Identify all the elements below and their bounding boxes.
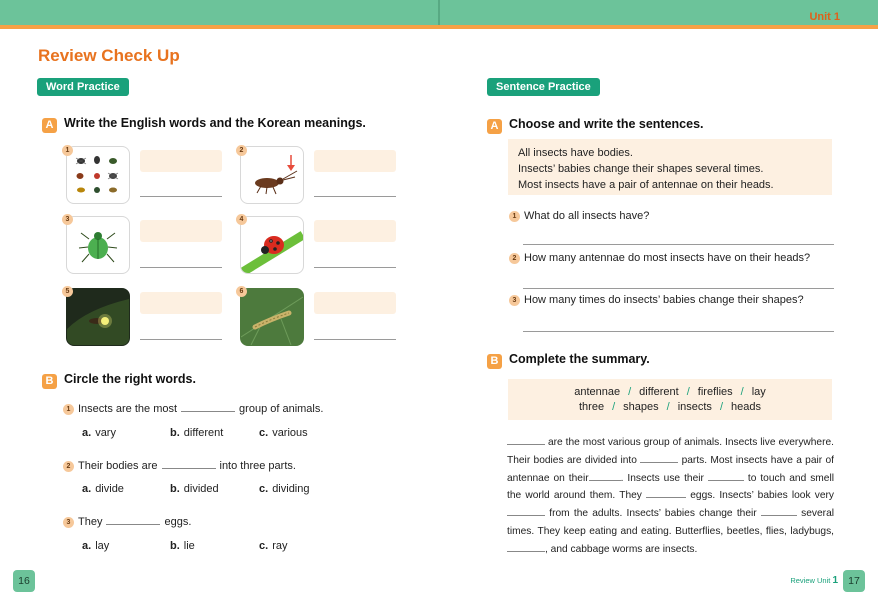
question-text: How many times do insects’ babies change their shapes?	[524, 294, 804, 306]
sentence-choice: All insects have bodies.	[518, 147, 633, 159]
answer-line[interactable]	[314, 339, 396, 340]
unit-label: Unit 1	[809, 11, 840, 23]
question-number: 3	[63, 517, 74, 528]
insects-collage-image	[66, 146, 130, 204]
option-text: different	[183, 427, 224, 439]
answer-line[interactable]	[523, 288, 834, 289]
question-number: 1	[63, 404, 74, 415]
section-title: Circle the right words.	[64, 372, 196, 386]
answer-box[interactable]	[140, 150, 222, 172]
header-rule	[0, 25, 878, 29]
option-letter: a.	[82, 427, 92, 439]
word-practice-pill: Word Practice	[37, 78, 129, 96]
sentence-choice: Insects’ babies change their shapes several times.	[518, 163, 764, 175]
summary-blank[interactable]	[507, 542, 545, 552]
sentence-question	[509, 252, 810, 264]
picture-number: 2	[236, 145, 247, 156]
green-beetle-image	[66, 216, 130, 274]
summary-text: several	[801, 508, 834, 520]
footer-review-text: Review Unit	[790, 576, 831, 585]
sentence-choice: Most insects have a pair of antennae on their heads.	[518, 179, 774, 191]
option-letter: b.	[170, 540, 180, 552]
answer-line[interactable]	[314, 196, 396, 197]
option-text: lay	[95, 540, 110, 552]
question-number: 2	[509, 253, 520, 264]
option-letter: b.	[170, 483, 180, 495]
word-bank-row: three / shapes / insects / heads	[579, 401, 761, 413]
summary-text: , and cabbage worms are insects.	[545, 543, 698, 555]
word-bank-item: shapes	[623, 401, 659, 413]
summary-text: to touch and smell	[747, 472, 834, 484]
section-letter: B	[42, 374, 57, 389]
question-text: eggs.	[164, 516, 192, 528]
circle-question	[63, 459, 296, 472]
option[interactable]	[82, 427, 116, 439]
picture-number: 1	[62, 145, 73, 156]
picture-number: 3	[62, 214, 73, 225]
page-title: Review Check Up	[38, 46, 180, 65]
option-text: vary	[95, 427, 116, 439]
summary-text: . Insects use their	[620, 472, 704, 484]
section-letter: A	[42, 118, 57, 133]
word-bank-item: heads	[731, 401, 761, 413]
caterpillar-image	[240, 288, 304, 346]
circle-question	[63, 515, 191, 528]
answer-line[interactable]	[523, 244, 834, 245]
sentence-choices-box	[508, 139, 832, 195]
answer-line[interactable]	[314, 267, 396, 268]
summary-text: eggs. Insects’ babies look very	[690, 490, 834, 502]
option-letter: b.	[170, 427, 180, 439]
answer-box[interactable]	[314, 292, 396, 314]
option-text: ray	[272, 540, 288, 552]
option-letter: a.	[82, 540, 92, 552]
question-text: How many antennae do most insects have on their heads?	[524, 252, 811, 264]
section-title: Choose and write the sentences.	[509, 117, 704, 131]
option-text: various	[272, 427, 308, 439]
question-text: Their bodies are	[78, 460, 158, 472]
footer-review-num: 1	[832, 575, 838, 586]
antennae-beetle-image	[240, 146, 304, 204]
ladybug-image	[240, 216, 304, 274]
word-bank-item: insects	[677, 401, 712, 413]
answer-box[interactable]	[140, 220, 222, 242]
picture-number: 4	[236, 214, 247, 225]
answer-box[interactable]	[314, 220, 396, 242]
summary-text: from the adults. Insects’ babies change their	[549, 508, 757, 520]
summary-text: Their bodies are divided into	[507, 454, 637, 466]
picture-number: 5	[62, 286, 73, 297]
option[interactable]	[259, 540, 287, 552]
option[interactable]	[170, 540, 195, 552]
word-bank-item: lay	[751, 386, 766, 398]
summary-text: parts. Most insects have a pair of	[681, 454, 834, 466]
option-letter: c.	[259, 483, 269, 495]
summary-paragraph	[507, 434, 834, 559]
answer-line[interactable]	[140, 196, 222, 197]
option-letter: a.	[82, 483, 92, 495]
right-section-a-heading	[487, 117, 704, 134]
summary-text: the world around them. They	[507, 490, 642, 502]
word-bank-item: fireflies	[697, 386, 733, 398]
answer-box[interactable]	[314, 150, 396, 172]
option[interactable]	[259, 427, 308, 439]
section-letter: B	[487, 354, 502, 369]
page-number-left: 16	[13, 570, 35, 592]
word-bank-item: three	[579, 401, 605, 413]
question-text: What do all insects have?	[524, 210, 650, 222]
summary-blank[interactable]	[589, 471, 621, 481]
blank[interactable]	[162, 459, 216, 469]
answer-line[interactable]	[140, 267, 222, 268]
left-section-a-heading	[42, 116, 366, 133]
section-letter: A	[487, 119, 502, 134]
option-letter: c.	[259, 540, 269, 552]
word-bank	[508, 379, 832, 420]
right-section-b-heading	[487, 352, 650, 369]
option[interactable]	[82, 540, 109, 552]
page-number-right: 17	[843, 570, 865, 592]
word-bank-item: antennae	[574, 386, 621, 398]
page-crease	[438, 0, 440, 25]
option-text: dividing	[272, 483, 310, 495]
left-section-b-heading	[42, 372, 196, 389]
section-title: Complete the summary.	[509, 352, 650, 366]
question-number: 1	[509, 211, 520, 222]
question-text: They	[78, 516, 103, 528]
option-text: divide	[95, 483, 124, 495]
question-text: into three parts.	[219, 460, 296, 472]
blank[interactable]	[181, 402, 235, 412]
summary-blank[interactable]	[708, 471, 744, 481]
option-letter: c.	[259, 427, 269, 439]
blank[interactable]	[106, 515, 160, 525]
option[interactable]	[170, 427, 223, 439]
option-text: divided	[183, 483, 219, 495]
summary-blank[interactable]	[507, 506, 545, 516]
sentence-question	[509, 210, 649, 222]
question-number: 3	[509, 295, 520, 306]
summary-blank[interactable]	[640, 453, 678, 463]
summary-text: are the most various group of animals. Insects live everywhere.	[547, 437, 834, 448]
answer-line[interactable]	[140, 339, 222, 340]
circle-question	[63, 402, 323, 415]
question-number: 2	[63, 461, 74, 472]
sentence-practice-pill: Sentence Practice	[487, 78, 600, 96]
summary-blank[interactable]	[646, 488, 686, 498]
question-text: group of animals.	[239, 403, 324, 415]
picture-number: 6	[236, 286, 247, 297]
option[interactable]	[82, 483, 124, 495]
word-bank-row: antennae / different / fireflies / lay	[574, 386, 766, 398]
firefly-image	[66, 288, 130, 346]
summary-blank[interactable]	[507, 435, 545, 445]
question-text: Insects are the most	[78, 403, 178, 415]
sentence-question	[509, 294, 804, 306]
summary-blank[interactable]	[761, 506, 797, 516]
section-title: Write the English words and the Korean meanings.	[64, 116, 366, 130]
answer-line[interactable]	[523, 331, 834, 332]
word-bank-item: different	[639, 386, 679, 398]
answer-box[interactable]	[140, 292, 222, 314]
top-bar	[0, 0, 878, 25]
summary-text: antennae on their	[507, 472, 589, 484]
option-text: lie	[183, 540, 195, 552]
option[interactable]	[259, 483, 310, 495]
footer-review-label	[790, 575, 838, 586]
option[interactable]	[170, 483, 219, 495]
summary-text: times. They keep eating and eating. Butterflies, beetles, flies, ladybugs,	[507, 525, 834, 537]
